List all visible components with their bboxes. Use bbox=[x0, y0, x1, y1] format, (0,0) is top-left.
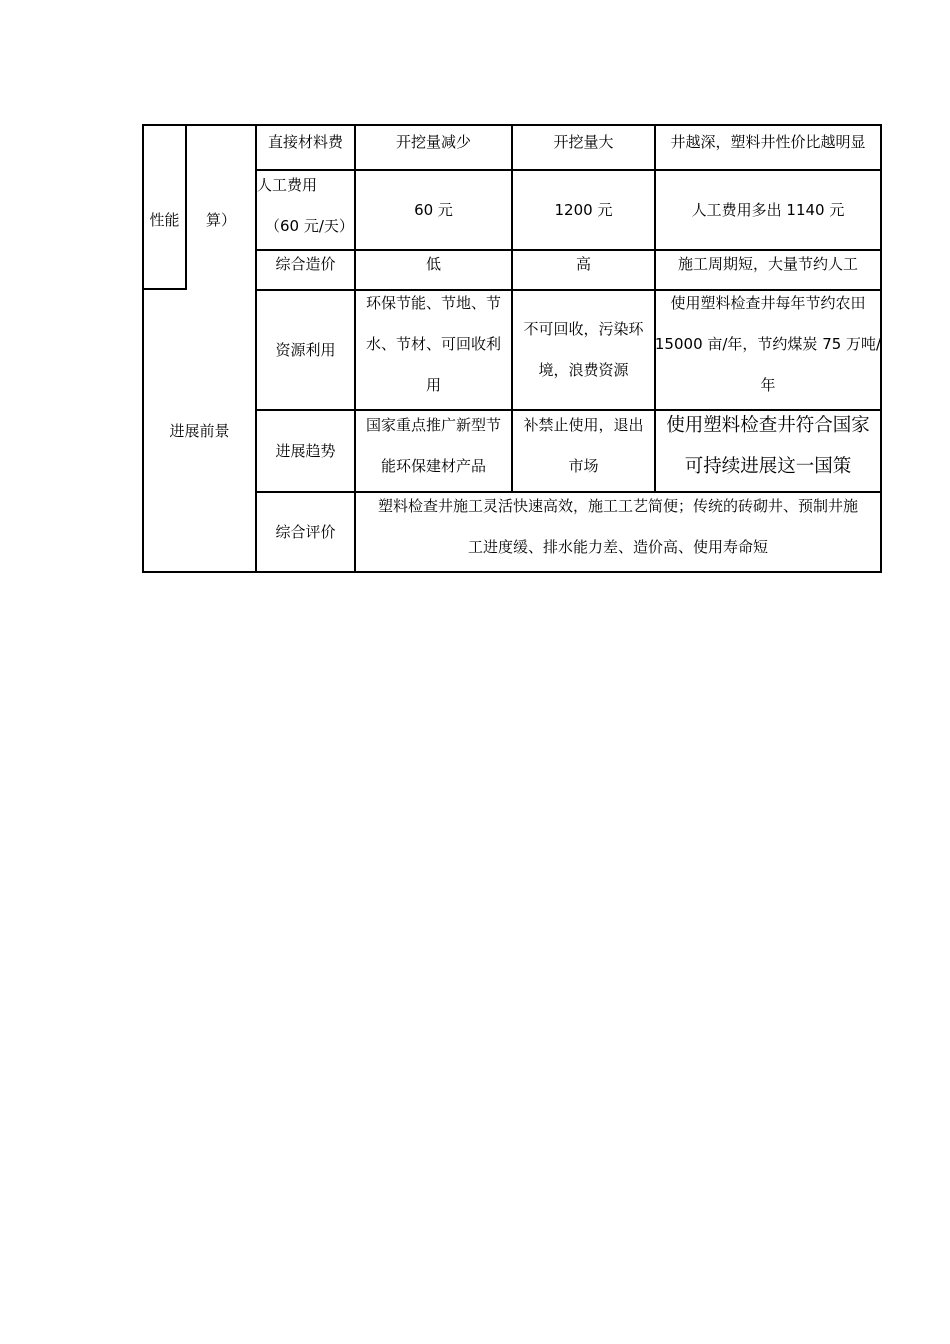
plastic-trend-line2: 能环保建材产品 bbox=[380, 457, 486, 475]
comparison-labor-text: 人工费用多出 1140 元 bbox=[691, 200, 845, 219]
plastic-resource-line1: 环保节能、节地、节 bbox=[365, 293, 501, 312]
performance-label bbox=[144, 150, 185, 290]
evaluation-line1: 塑料检查井施工灵活快速高效，施工工艺简便；传统的砖砌井、预制井施 bbox=[377, 497, 858, 515]
brick-overall-cost-text: 高 bbox=[575, 255, 591, 273]
item-trend bbox=[257, 411, 354, 491]
comparison-resource-line3: 年 bbox=[760, 375, 776, 394]
table-border-top-left bbox=[142, 124, 257, 126]
brick-trend-line2: 市场 bbox=[568, 457, 599, 475]
plastic-overall-cost bbox=[356, 244, 511, 285]
item-direct-material-text: 直接材料费 bbox=[267, 133, 343, 151]
comparison-trend-line2: 可持续进展这一国策 bbox=[684, 456, 852, 477]
comparison-trend-line1: 使用塑料检查井符合国家 bbox=[666, 415, 870, 436]
item-evaluation-text: 综合评价 bbox=[275, 522, 336, 541]
item-resource bbox=[257, 291, 354, 409]
item-resource-text: 资源利用 bbox=[275, 340, 336, 359]
item-evaluation bbox=[257, 493, 354, 571]
plastic-overall-cost-text: 低 bbox=[425, 255, 441, 273]
comparison-direct-material bbox=[656, 120, 880, 165]
comparison-resource-line2: 15000 亩/年，节约煤炭 75 万吨/ bbox=[654, 334, 882, 353]
evaluation-text bbox=[356, 486, 880, 568]
item-labor bbox=[257, 165, 354, 247]
brick-overall-cost bbox=[513, 244, 654, 285]
calc-suffix-label bbox=[187, 150, 255, 290]
brick-direct-material-text: 开挖量大 bbox=[553, 133, 614, 151]
comparison-overall-cost bbox=[656, 244, 880, 285]
item-direct-material bbox=[257, 120, 354, 165]
plastic-resource-line3: 用 bbox=[425, 375, 441, 394]
plastic-direct-material-text: 开挖量减少 bbox=[395, 133, 471, 151]
comparison-resource bbox=[656, 282, 880, 406]
item-labor-line2: （60 元/天） bbox=[265, 217, 354, 235]
brick-resource-line2: 境，浪费资源 bbox=[538, 361, 629, 379]
item-trend-text: 进展趋势 bbox=[275, 441, 336, 460]
plastic-labor bbox=[356, 171, 511, 249]
brick-labor-text: 1200 元 bbox=[554, 200, 613, 219]
brick-trend-line1: 补禁止使用，退出 bbox=[523, 416, 644, 434]
brick-resource-line1: 不可回收，污染环 bbox=[523, 320, 644, 338]
brick-resource bbox=[513, 291, 654, 409]
comparison-overall-cost-text: 施工周期短，大量节约人工 bbox=[677, 255, 858, 273]
plastic-direct-material bbox=[356, 120, 511, 165]
comparison-direct-material-text: 井越深，塑料井性价比越明显 bbox=[670, 133, 866, 151]
comparison-trend bbox=[656, 405, 880, 487]
calc-suffix-text: 算） bbox=[205, 210, 236, 229]
plastic-trend bbox=[356, 405, 511, 487]
item-overall-cost bbox=[257, 244, 354, 285]
plastic-labor-text: 60 元 bbox=[414, 200, 453, 219]
item-labor-line1: 人工费用 bbox=[257, 176, 318, 194]
plastic-resource-line2: 水、节材、可回收利 bbox=[365, 334, 501, 353]
brick-labor bbox=[513, 171, 654, 249]
item-overall-cost-text: 综合造价 bbox=[275, 255, 336, 273]
plastic-resource bbox=[356, 282, 511, 406]
prospects-label-text: 进展前景 bbox=[169, 422, 230, 440]
prospects-label bbox=[144, 291, 255, 572]
brick-direct-material bbox=[513, 120, 654, 165]
comparison-labor bbox=[656, 171, 880, 249]
evaluation-line2: 工进度缓、排水能力差、造价高、使用寿命短 bbox=[467, 538, 768, 556]
plastic-trend-line1: 国家重点推广新型节 bbox=[365, 416, 501, 434]
brick-trend bbox=[513, 405, 654, 487]
comparison-resource-line1: 使用塑料检查井每年节约农田 bbox=[670, 293, 866, 312]
performance-label-text: 性能 bbox=[149, 210, 180, 229]
